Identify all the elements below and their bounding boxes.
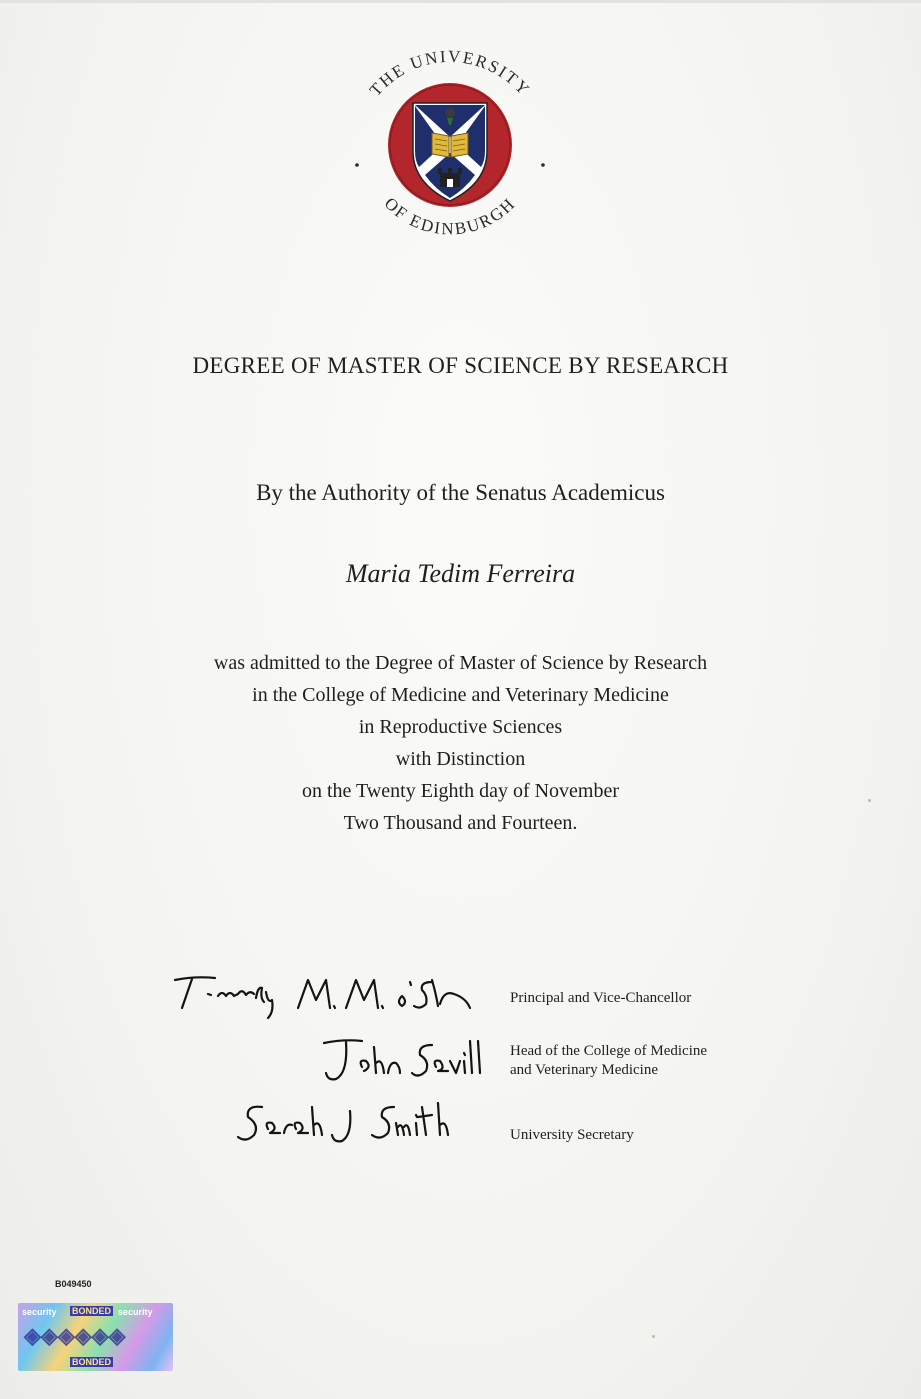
serial-number: B049450: [55, 1279, 92, 1289]
hologram-label: BONDED: [72, 1357, 112, 1367]
university-crest-icon: [335, 33, 565, 263]
college-head-signature: [318, 1033, 488, 1093]
paper-speck: [868, 799, 871, 802]
degree-title: DEGREE OF MASTER OF SCIENCE BY RESEARCH: [192, 353, 729, 378]
college-head-role-line-1: Head of the College of Medicine: [510, 1043, 708, 1059]
hologram-label: security: [118, 1307, 153, 1317]
hologram-pattern-icon: ◈◈◈◈◈◈: [24, 1323, 126, 1348]
statement-line: in the College of Medicine and Veterinary Medicine: [252, 684, 669, 706]
secretary-signature: [232, 1095, 492, 1155]
seal-lower-text: OF EDINBURGH: [380, 193, 520, 239]
statement-line: Two Thousand and Fourteen.: [343, 812, 578, 834]
statement-line: was admitted to the Degree of Master of Science by Research: [213, 652, 708, 674]
security-hologram: [18, 1303, 173, 1371]
statement-line: with Distinction: [395, 748, 526, 770]
paper-speck: [652, 1335, 655, 1338]
principal-signature: [170, 968, 480, 1023]
secretary-role: University Secretary: [510, 1127, 634, 1143]
college-head-role-line-2: and Veterinary Medicine: [510, 1062, 659, 1078]
seal-upper-text: THE UNIVERSITY: [365, 46, 535, 100]
authority-line: By the Authority of the Senatus Academicus: [256, 480, 665, 505]
hologram-label: BONDED: [72, 1306, 112, 1316]
university-seal-logo: [335, 33, 565, 263]
hologram-label: security: [22, 1307, 57, 1317]
graduate-name: Maria Tedim Ferreira: [345, 559, 576, 588]
statement-line: on the Twenty Eighth day of November: [301, 780, 620, 802]
principal-role: Principal and Vice-Chancellor: [510, 990, 692, 1006]
degree-statement: [0, 647, 921, 839]
statement-line: in Reproductive Sciences: [358, 716, 563, 738]
college-head-role: [510, 1042, 707, 1080]
